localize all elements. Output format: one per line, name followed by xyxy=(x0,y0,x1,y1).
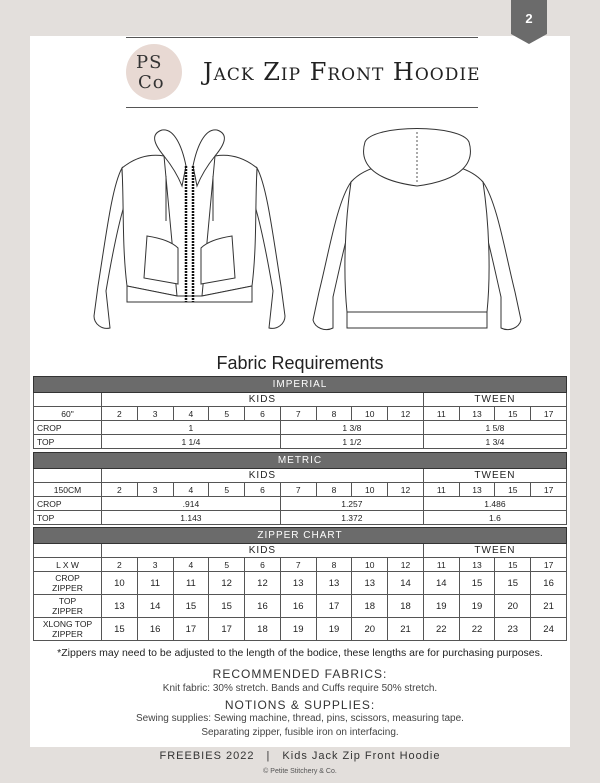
logo xyxy=(126,44,182,100)
zipper-length-cell: 18 xyxy=(352,595,388,618)
size-cell: 3 xyxy=(137,483,173,497)
size-cell: 3 xyxy=(137,407,173,421)
zipper-length-cell: 19 xyxy=(459,595,495,618)
zipper-length-cell: 14 xyxy=(137,595,173,618)
zipper-length-cell: 15 xyxy=(102,618,138,641)
value-cell: 1 3/4 xyxy=(423,435,566,449)
size-cell: 4 xyxy=(173,558,209,572)
fabric-width-label: 150CM xyxy=(34,483,102,497)
zipper-length-cell: 12 xyxy=(245,572,281,595)
zipper-row-label: XLONG TOP ZIPPER xyxy=(34,618,102,641)
size-cell: 12 xyxy=(388,407,424,421)
size-cell: 12 xyxy=(388,483,424,497)
size-cell: 11 xyxy=(423,483,459,497)
value-cell: 1 1/2 xyxy=(280,435,423,449)
zipper-length-cell: 18 xyxy=(245,618,281,641)
size-cell: 6 xyxy=(245,407,281,421)
blank-cell xyxy=(34,469,102,483)
zipper-length-cell: 14 xyxy=(388,572,424,595)
zipper-length-cell: 17 xyxy=(173,618,209,641)
zipper-length-cell: 22 xyxy=(459,618,495,641)
zipper-length-cell: 21 xyxy=(388,618,424,641)
size-cell: 8 xyxy=(316,483,352,497)
value-cell: 1 xyxy=(102,421,281,435)
crop-label: CROP xyxy=(34,421,102,435)
zipper-length-cell: 14 xyxy=(423,572,459,595)
size-cell: 7 xyxy=(280,558,316,572)
dimension-label: L X W xyxy=(34,558,102,572)
size-cell: 2 xyxy=(102,558,138,572)
footer-right: Kids Jack Zip Front Hoodie xyxy=(282,750,441,762)
size-cell: 5 xyxy=(209,558,245,572)
footer-left: FREEBIES 2022 xyxy=(159,750,255,762)
size-cell: 10 xyxy=(352,407,388,421)
size-cell: 11 xyxy=(423,558,459,572)
metric-header: METRIC xyxy=(34,453,567,469)
zipper-length-cell: 10 xyxy=(102,572,138,595)
value-cell: 1.143 xyxy=(102,511,281,525)
value-cell: 1 3/8 xyxy=(280,421,423,435)
copyright: © Petite Stitchery & Co. xyxy=(263,768,337,775)
size-cell: 13 xyxy=(459,407,495,421)
size-cell: 6 xyxy=(245,558,281,572)
metric-table xyxy=(33,452,567,525)
zipper-length-cell: 11 xyxy=(173,572,209,595)
hoodie-back-drawing xyxy=(303,122,531,336)
imperial-header: IMPERIAL xyxy=(34,377,567,393)
size-cell: 11 xyxy=(423,407,459,421)
top-label: TOP xyxy=(34,435,102,449)
kids-label: KIDS xyxy=(102,393,424,407)
logo-line-2: Co xyxy=(138,72,165,93)
fabric-width-label: 60" xyxy=(34,407,102,421)
zipper-length-cell: 12 xyxy=(209,572,245,595)
recommended-fabrics-text: Knit fabric: 30% stretch. Bands and Cuffs require 50% stretch. xyxy=(162,683,438,694)
value-cell: 1.486 xyxy=(423,497,566,511)
size-cell: 4 xyxy=(173,407,209,421)
value-cell: 1 1/4 xyxy=(102,435,281,449)
top-label: TOP xyxy=(34,511,102,525)
zipper-chart-header: ZIPPER CHART xyxy=(34,528,567,544)
page-title: Jack Zip Front Hoodie xyxy=(203,58,481,86)
zipper-length-cell: 13 xyxy=(102,595,138,618)
zipper-length-cell: 21 xyxy=(531,595,567,618)
size-cell: 13 xyxy=(459,483,495,497)
zipper-length-cell: 17 xyxy=(316,595,352,618)
size-cell: 5 xyxy=(209,407,245,421)
imperial-table xyxy=(33,376,567,449)
size-cell: 10 xyxy=(352,558,388,572)
kids-label: KIDS xyxy=(102,544,424,558)
size-cell: 6 xyxy=(245,483,281,497)
zipper-length-cell: 19 xyxy=(423,595,459,618)
tween-label: TWEEN xyxy=(423,544,566,558)
recommended-fabrics-heading: RECOMMENDED FABRICS: xyxy=(212,667,388,681)
size-cell: 17 xyxy=(531,558,567,572)
size-cell: 10 xyxy=(352,483,388,497)
size-cell: 7 xyxy=(280,483,316,497)
size-cell: 15 xyxy=(495,483,531,497)
zipper-row-label: TOP ZIPPER xyxy=(34,595,102,618)
size-cell: 8 xyxy=(316,407,352,421)
tween-label: TWEEN xyxy=(423,469,566,483)
zipper-length-cell: 16 xyxy=(280,595,316,618)
notions-line-1: Sewing supplies: Sewing machine, thread, pins, scissors, measuring tape. xyxy=(136,713,464,724)
zipper-length-cell: 15 xyxy=(459,572,495,595)
size-cell: 3 xyxy=(137,558,173,572)
zipper-row-label: CROP ZIPPER xyxy=(34,572,102,595)
zipper-note: *Zippers may need to be adjusted to the length of the bodice, these lengths are for purchasing purposes. xyxy=(57,647,543,659)
zipper-length-cell: 17 xyxy=(209,618,245,641)
size-cell: 5 xyxy=(209,483,245,497)
size-cell: 17 xyxy=(531,483,567,497)
size-cell: 17 xyxy=(531,407,567,421)
zipper-length-cell: 15 xyxy=(173,595,209,618)
title-rule-top xyxy=(126,37,478,38)
zipper-length-cell: 15 xyxy=(209,595,245,618)
value-cell: 1.6 xyxy=(423,511,566,525)
footer xyxy=(0,750,600,762)
value-cell: .914 xyxy=(102,497,281,511)
zipper-chart-table xyxy=(33,527,567,641)
hoodie-front-drawing xyxy=(82,126,297,336)
notions-heading: NOTIONS & SUPPLIES: xyxy=(224,698,376,712)
zipper-length-cell: 18 xyxy=(388,595,424,618)
page-number: 2 xyxy=(525,11,533,26)
zipper-length-cell: 20 xyxy=(495,595,531,618)
fabric-requirements-title: Fabric Requirements xyxy=(216,353,384,373)
crop-label: CROP xyxy=(34,497,102,511)
zipper-length-cell: 19 xyxy=(316,618,352,641)
zipper-length-cell: 13 xyxy=(352,572,388,595)
page-number-tab xyxy=(511,0,547,44)
table-row xyxy=(34,618,567,641)
zipper-length-cell: 13 xyxy=(316,572,352,595)
footer-separator: | xyxy=(266,750,271,762)
notions-line-2: Separating zipper, fusible iron on interfacing. xyxy=(201,727,399,738)
zipper-length-cell: 19 xyxy=(280,618,316,641)
table-row xyxy=(34,572,567,595)
zipper-length-cell: 13 xyxy=(280,572,316,595)
tween-label: TWEEN xyxy=(423,393,566,407)
table-row xyxy=(34,595,567,618)
value-cell: 1.257 xyxy=(280,497,423,511)
blank-cell xyxy=(34,544,102,558)
title-rule-bottom xyxy=(126,107,478,108)
zipper-length-cell: 11 xyxy=(137,572,173,595)
zipper-length-cell: 16 xyxy=(531,572,567,595)
size-cell: 7 xyxy=(280,407,316,421)
zipper-length-cell: 16 xyxy=(137,618,173,641)
value-cell: 1 5/8 xyxy=(423,421,566,435)
zipper-length-cell: 24 xyxy=(531,618,567,641)
size-cell: 13 xyxy=(459,558,495,572)
size-cell: 4 xyxy=(173,483,209,497)
zipper-length-cell: 20 xyxy=(352,618,388,641)
kids-label: KIDS xyxy=(102,469,424,483)
zipper-length-cell: 16 xyxy=(245,595,281,618)
logo-line-1: PS xyxy=(136,52,163,73)
zipper-length-cell: 23 xyxy=(495,618,531,641)
size-cell: 2 xyxy=(102,483,138,497)
blank-cell xyxy=(34,393,102,407)
zipper-length-cell: 22 xyxy=(423,618,459,641)
size-cell: 8 xyxy=(316,558,352,572)
size-cell: 2 xyxy=(102,407,138,421)
value-cell: 1.372 xyxy=(280,511,423,525)
zipper-length-cell: 15 xyxy=(495,572,531,595)
size-cell: 12 xyxy=(388,558,424,572)
size-cell: 15 xyxy=(495,558,531,572)
size-cell: 15 xyxy=(495,407,531,421)
